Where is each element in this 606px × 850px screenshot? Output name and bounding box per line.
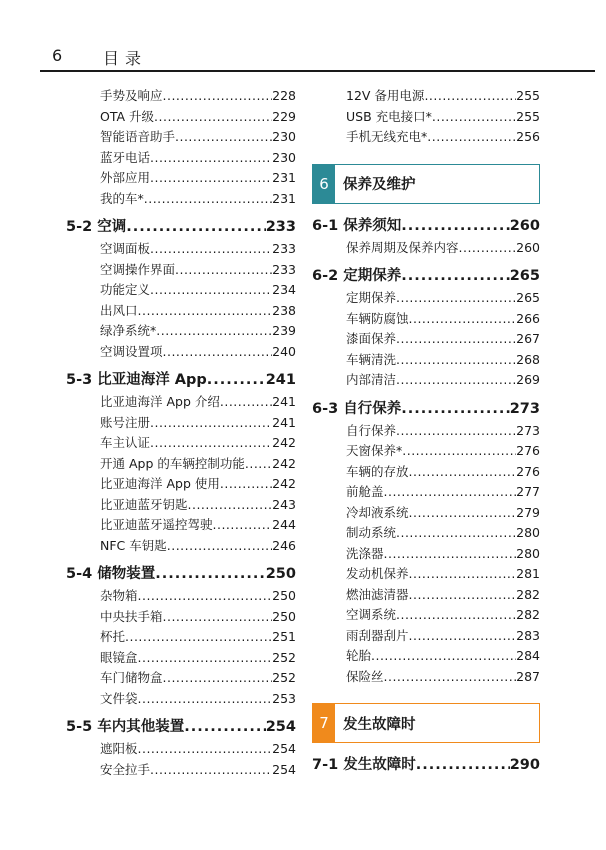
- toc-entry[interactable]: [66, 668, 296, 689]
- toc-entry[interactable]: [312, 523, 540, 544]
- dot-leader: [156, 321, 272, 342]
- dot-leader: [396, 288, 516, 309]
- dot-leader: [245, 454, 272, 475]
- toc-entry-title: 雨刮器刮片: [346, 627, 409, 643]
- toc-entry-title: 洗涤器: [346, 545, 384, 561]
- toc-entry[interactable]: [312, 667, 540, 688]
- toc-entry-title: 遮阳板: [100, 741, 138, 756]
- toc-entry-page: 269: [516, 372, 540, 387]
- toc-entry-title: 5-5 车内其他装置: [66, 719, 185, 735]
- dot-leader: [396, 350, 516, 371]
- dot-leader: [175, 260, 272, 281]
- toc-entry-title: 空调设置项: [100, 343, 163, 359]
- dot-leader: [409, 309, 517, 330]
- dot-leader: [220, 392, 272, 413]
- toc-entry-page: 256: [516, 129, 540, 144]
- toc-entry-title: USB 充电接口*: [346, 108, 432, 124]
- toc-entry[interactable]: [312, 238, 540, 259]
- dot-leader: [150, 433, 272, 454]
- toc-entry-title: 车辆清洗: [346, 351, 397, 367]
- toc-entry[interactable]: [66, 342, 296, 363]
- toc-entry-title: 定期保养: [346, 290, 397, 305]
- toc-entry[interactable]: [312, 462, 540, 483]
- toc-entry-page: 233: [272, 241, 296, 256]
- toc-section-entry[interactable]: [66, 368, 296, 392]
- toc-entry-title: 中央扶手箱: [100, 608, 163, 624]
- toc-entry-title: 车门储物盒: [100, 670, 163, 685]
- toc-entry-page: 234: [272, 282, 296, 297]
- dot-leader: [220, 474, 272, 495]
- toc-entry[interactable]: [66, 321, 296, 342]
- toc-entry-title: 车辆防腐蚀: [346, 310, 409, 326]
- dot-leader: [155, 562, 265, 586]
- toc-entry[interactable]: [66, 454, 296, 475]
- toc-entry-title: 空调操作界面: [100, 261, 176, 277]
- toc-entry-title: 前舱盖: [346, 484, 384, 499]
- toc-entry[interactable]: [312, 503, 540, 524]
- dot-leader: [150, 168, 272, 189]
- toc-entry-page: 230: [272, 129, 296, 144]
- toc-entry-title: 6-1 保养须知: [312, 217, 402, 234]
- toc-entry[interactable]: [66, 413, 296, 434]
- toc-section-entry[interactable]: [66, 715, 296, 739]
- toc-entry[interactable]: [312, 370, 540, 391]
- dot-leader: [459, 238, 517, 259]
- toc-entry[interactable]: [312, 646, 540, 667]
- toc-entry-title: 12V 备用电源: [346, 88, 425, 103]
- dot-leader: [125, 627, 272, 648]
- toc-entry[interactable]: [66, 515, 296, 536]
- toc-entry-title: 内部清洁: [346, 372, 397, 387]
- toc-entry[interactable]: [312, 107, 540, 128]
- toc-entry-title: 7-1 发生故障时: [312, 757, 416, 773]
- toc-entry-page: 231: [272, 190, 296, 206]
- toc-entry-page: 255: [516, 108, 540, 124]
- dot-leader: [126, 215, 265, 239]
- toc-right-column: [312, 86, 540, 777]
- dot-leader: [401, 397, 509, 421]
- toc-entry-title: 开通 App 的车辆控制功能: [100, 455, 245, 471]
- dot-leader: [401, 264, 509, 288]
- toc-entry-title: 空调面板: [100, 241, 151, 256]
- toc-entry-page: 287: [516, 668, 540, 684]
- toc-entry-title: 保险丝: [346, 668, 384, 684]
- toc-entry-title: 6-3 自行保养: [312, 400, 402, 417]
- toc-entry-page: 265: [516, 290, 540, 305]
- dot-leader: [167, 536, 272, 557]
- toc-entry-title: 蓝牙电话: [100, 149, 151, 165]
- toc-entry-title: 车辆的存放: [346, 463, 409, 479]
- dot-leader: [213, 515, 273, 536]
- toc-entry-page: 242: [272, 435, 296, 450]
- dot-leader: [163, 607, 273, 628]
- toc-entry-title: 5-4 储物装置: [66, 566, 156, 582]
- toc-entry-page: 231: [272, 170, 296, 185]
- toc-entry-title: 空调系统: [346, 607, 397, 622]
- toc-entry-page: 255: [516, 88, 540, 103]
- dot-leader: [163, 86, 273, 107]
- toc-entry-title: 车主认证: [100, 435, 151, 450]
- toc-entry-title: 比亚迪海洋 App 介绍: [100, 394, 220, 409]
- toc-entry[interactable]: [66, 648, 296, 669]
- toc-entry[interactable]: [312, 441, 540, 462]
- dot-leader: [402, 441, 516, 462]
- dot-leader: [432, 107, 516, 128]
- toc-entry-title: 文件袋: [100, 690, 138, 706]
- toc-entry[interactable]: [66, 689, 296, 710]
- toc-entry-title: 安全拉手: [100, 761, 151, 777]
- dot-leader: [416, 753, 510, 777]
- dot-leader: [163, 668, 273, 689]
- toc-entry[interactable]: [66, 739, 296, 760]
- dot-leader: [163, 342, 273, 363]
- toc-entry-page: 267: [516, 331, 540, 346]
- toc-entry-title: 杯托: [100, 629, 126, 644]
- toc-entry-title: 我的车*: [100, 190, 144, 206]
- toc-entry-title: 外部应用: [100, 170, 151, 185]
- dot-leader: [409, 585, 517, 606]
- toc-entry[interactable]: [312, 626, 540, 647]
- toc-entry-title: 比亚迪蓝牙钥匙: [100, 496, 188, 512]
- toc-entry-title: 自行保养: [346, 422, 397, 438]
- toc-entry[interactable]: [66, 301, 296, 322]
- toc-entry-page: 241: [265, 372, 296, 388]
- toc-entry-title: OTA 升级: [100, 108, 155, 124]
- toc-entry-title: 制动系统: [346, 525, 397, 540]
- toc-entry-page: 276: [516, 463, 540, 479]
- toc-entry-title: 绿净系统*: [100, 323, 157, 338]
- toc-entry-page: 252: [272, 649, 296, 665]
- toc-entry-page: 230: [272, 149, 296, 165]
- dot-leader: [409, 564, 517, 585]
- toc-entry-page: 266: [516, 310, 540, 326]
- toc-entry-page: 254: [272, 741, 296, 756]
- toc-entry-page: 243: [272, 496, 296, 512]
- toc-entry-title: 比亚迪蓝牙遥控驾驶: [100, 517, 213, 532]
- toc-entry[interactable]: [66, 260, 296, 281]
- toc-left-column: [66, 86, 296, 780]
- dot-leader: [175, 127, 272, 148]
- chapter-title: 发生故障时: [343, 716, 416, 733]
- dot-leader: [409, 626, 517, 647]
- toc-entry[interactable]: [66, 536, 296, 557]
- toc-entry-page: 260: [509, 217, 540, 234]
- dot-leader: [396, 421, 516, 442]
- toc-entry-page: 241: [272, 394, 296, 409]
- toc-entry-title: 6-2 定期保养: [312, 268, 402, 284]
- toc-entry-page: 280: [516, 525, 540, 540]
- toc-entry-page: 246: [272, 537, 296, 553]
- dot-leader: [424, 86, 516, 107]
- toc-entry-page: 254: [265, 719, 296, 735]
- toc-entry-page: 276: [516, 443, 540, 458]
- toc-entry[interactable]: [66, 474, 296, 495]
- toc-entry-page: 242: [272, 455, 296, 471]
- toc-entry-page: 284: [516, 648, 540, 663]
- toc-entry[interactable]: [312, 585, 540, 606]
- toc-entry-page: 281: [516, 566, 540, 581]
- toc-entry-page: 253: [272, 690, 296, 706]
- dot-leader: [371, 646, 516, 667]
- toc-entry[interactable]: [66, 760, 296, 781]
- toc-entry-title: 发动机保养: [346, 566, 409, 581]
- dot-leader: [401, 214, 509, 238]
- toc-entry-page: 282: [516, 586, 540, 602]
- toc-section-entry[interactable]: [312, 397, 540, 421]
- dot-leader: [384, 667, 517, 688]
- dot-leader: [396, 329, 516, 350]
- toc-entry-page: 290: [509, 757, 540, 773]
- dot-leader: [144, 189, 272, 210]
- dot-leader: [150, 280, 272, 301]
- toc-entry[interactable]: [66, 495, 296, 516]
- toc-entry[interactable]: [66, 392, 296, 413]
- dot-leader: [409, 503, 517, 524]
- chapter-heading: [312, 703, 540, 743]
- toc-entry-page: 268: [516, 351, 540, 367]
- toc-entry-title: 功能定义: [100, 282, 151, 297]
- toc-entry[interactable]: [66, 107, 296, 128]
- toc-entry-page: 240: [272, 343, 296, 359]
- toc-entry-page: 273: [516, 422, 540, 438]
- toc-entry-title: 出风口: [100, 302, 138, 318]
- toc-entry-page: 244: [272, 517, 296, 532]
- toc-entry[interactable]: [312, 127, 540, 148]
- toc-entry[interactable]: [66, 168, 296, 189]
- toc-entry[interactable]: [66, 433, 296, 454]
- toc-entry[interactable]: [66, 586, 296, 607]
- chapter-number: 6: [313, 165, 335, 203]
- toc-entry-title: 杂物箱: [100, 588, 138, 603]
- toc-entry-page: 251: [272, 629, 296, 644]
- toc-entry-page: 233: [265, 219, 296, 235]
- dot-leader: [396, 370, 516, 391]
- toc-entry[interactable]: [312, 350, 540, 371]
- toc-entry[interactable]: [66, 239, 296, 260]
- dot-leader: [207, 368, 266, 392]
- dot-leader: [138, 739, 273, 760]
- chapter-number: 7: [313, 704, 335, 742]
- toc-entry-title: 保养周期及保养内容: [346, 239, 459, 255]
- dot-leader: [409, 462, 517, 483]
- toc-section-entry[interactable]: [312, 214, 540, 238]
- toc-entry-title: 比亚迪海洋 App 使用: [100, 476, 220, 491]
- dot-leader: [138, 301, 273, 322]
- toc-entry-page: 250: [265, 566, 296, 582]
- page-number: 6: [52, 46, 63, 65]
- dot-leader: [154, 107, 272, 128]
- toc-entry-page: 250: [272, 608, 296, 624]
- dot-leader: [427, 127, 516, 148]
- toc-section-entry[interactable]: [312, 264, 540, 288]
- toc-entry-page: 228: [272, 88, 296, 103]
- dot-leader: [396, 605, 516, 626]
- dot-leader: [150, 760, 272, 781]
- toc-entry-page: 277: [516, 484, 540, 499]
- dot-leader: [150, 148, 272, 169]
- toc-entry[interactable]: [66, 189, 296, 210]
- dot-leader: [384, 544, 517, 565]
- chapter-heading: [312, 164, 540, 204]
- toc-entry[interactable]: [312, 482, 540, 503]
- toc-entry-page: 282: [516, 607, 540, 622]
- toc-entry-title: 冷却液系统: [346, 504, 409, 520]
- toc-entry-page: 239: [272, 323, 296, 338]
- toc-entry-title: 轮胎: [346, 648, 372, 663]
- toc-entry-title: 账号注册: [100, 414, 151, 430]
- toc-entry[interactable]: [66, 86, 296, 107]
- toc-entry[interactable]: [66, 127, 296, 148]
- toc-entry[interactable]: [312, 421, 540, 442]
- toc-entry-page: 229: [272, 108, 296, 124]
- page-title: 目录: [103, 49, 148, 68]
- toc-entry-title: 5-2 空调: [66, 219, 127, 235]
- toc-entry[interactable]: [66, 627, 296, 648]
- toc-entry[interactable]: [66, 148, 296, 169]
- dot-leader: [138, 586, 273, 607]
- toc-entry-title: 手机无线充电*: [346, 129, 428, 144]
- toc-entry-page: 283: [516, 627, 540, 643]
- toc-entry-page: 250: [272, 588, 296, 603]
- dot-leader: [150, 239, 272, 260]
- toc-entry[interactable]: [312, 288, 540, 309]
- dot-leader: [138, 648, 273, 669]
- toc-entry-page: 254: [272, 761, 296, 777]
- toc-section-entry[interactable]: [66, 215, 296, 239]
- toc-entry-page: 252: [272, 670, 296, 685]
- chapter-title: 保养及维护: [343, 177, 416, 193]
- toc-section-entry[interactable]: [312, 753, 540, 777]
- toc-entry-page: 233: [272, 261, 296, 277]
- toc-entry-title: 天窗保养*: [346, 443, 403, 458]
- toc-entry[interactable]: [66, 607, 296, 628]
- toc-entry-page: 242: [272, 476, 296, 491]
- toc-entry[interactable]: [312, 86, 540, 107]
- toc-entry-title: NFC 车钥匙: [100, 537, 167, 553]
- toc-entry-page: 273: [509, 400, 540, 417]
- dot-leader: [184, 715, 265, 739]
- toc-entry-title: 手势及响应: [100, 88, 163, 103]
- dot-leader: [384, 482, 517, 503]
- toc-entry-title: 眼镜盒: [100, 649, 138, 665]
- dot-leader: [138, 689, 273, 710]
- toc-entry[interactable]: [312, 329, 540, 350]
- dot-leader: [396, 523, 516, 544]
- toc-entry[interactable]: [312, 309, 540, 330]
- dot-leader: [150, 413, 272, 434]
- toc-entry[interactable]: [66, 280, 296, 301]
- toc-entry-page: 241: [272, 414, 296, 430]
- toc-section-entry[interactable]: [66, 562, 296, 586]
- toc-entry[interactable]: [312, 544, 540, 565]
- toc-entry-page: 260: [516, 239, 540, 255]
- toc-entry-title: 智能语音助手: [100, 129, 176, 144]
- toc-entry-title: 5-3 比亚迪海洋 App: [66, 372, 207, 388]
- toc-entry-page: 238: [272, 302, 296, 318]
- dot-leader: [188, 495, 273, 516]
- page-header: [0, 0, 606, 72]
- toc-entry[interactable]: [312, 605, 540, 626]
- toc-entry-page: 279: [516, 504, 540, 520]
- toc-entry-title: 漆面保养: [346, 331, 397, 346]
- toc-entry-page: 280: [516, 545, 540, 561]
- header-divider: [40, 70, 595, 72]
- toc-entry[interactable]: [312, 564, 540, 585]
- toc-entry-title: 燃油滤清器: [346, 586, 409, 602]
- toc-entry-page: 265: [509, 268, 540, 284]
